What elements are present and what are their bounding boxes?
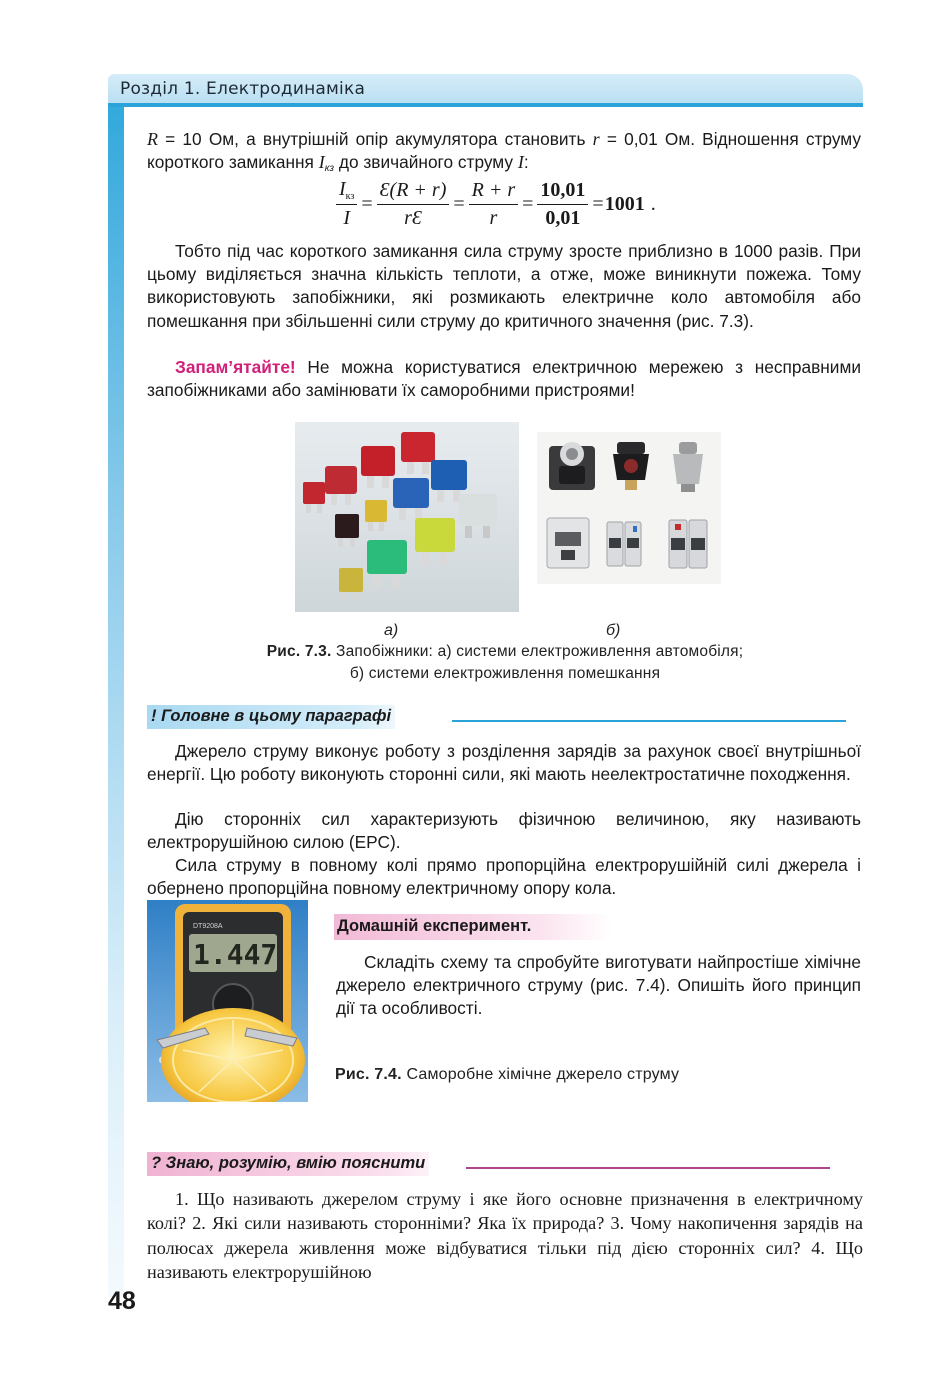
figure-label-b: б) xyxy=(606,622,621,639)
equals-1: = xyxy=(361,192,373,215)
lhs-den: I xyxy=(343,207,351,229)
figure-7-3-number: Рис. 7.3. xyxy=(266,643,332,660)
figure-7-3-caption-text: Запобіжники: а) системи електроживлення автомобіля; xyxy=(331,643,744,660)
lemon-battery-photo xyxy=(147,900,308,1102)
questions-heading-rule xyxy=(466,1167,830,1169)
paragraph-short-circuit: Тобто під час короткого замикання сила струму зросте приблизно в 1000 разів. При цьому виділяється значна кількість теплоти, а отже, може виникнути пожежа. Тому використовують запобіжники, які розмикають електричне коло автомобіля або помешкання при збільшенні сили струму до критичного значення (рис. 7.3). xyxy=(147,241,861,331)
figure-7-4-caption-text: Саморобне хімічне джерело струму xyxy=(401,1066,680,1083)
figure-label-a: а) xyxy=(384,622,399,639)
lemon-battery-image xyxy=(147,900,308,1102)
summary-paragraph-3: Сила струму в повному колі прямо пропорційна електрорушійній силі джерела і обернено пропорційна повному електричному опору кола. xyxy=(147,855,861,899)
f3-den: r xyxy=(489,206,498,229)
questions-text: 1. Що називають джерелом струму і яке його основне призначення в електричному колі? 2. Які сили називають сторонніми? Яка їх природа? 3. Чому накопичення зарядів на полюсах джерела живлення може відбуватися тільки під дією сторонніх сил? 4. Що називають електрорушійною xyxy=(147,1189,863,1282)
f4-num: 10,01 xyxy=(537,179,588,205)
equals-2: = xyxy=(453,192,465,215)
remember-text: Не можна користуватися електричною мережею з несправними запобіжниками або замінювати їх саморобними пристроями! xyxy=(147,357,861,401)
formula-period: . xyxy=(650,192,656,215)
screw-fuse-holder xyxy=(549,442,595,490)
f2-num: Ɛ(R + r) xyxy=(377,179,450,205)
summary-heading: ! Головне в цьому параграфі xyxy=(147,705,395,729)
equals-4: = xyxy=(592,192,604,215)
var-I: I xyxy=(318,152,325,173)
remember-label: Запам’ятайте! xyxy=(175,357,296,377)
home-fuses-image xyxy=(537,432,721,584)
page-number: 48 xyxy=(108,1287,136,1315)
fraction-4 xyxy=(537,179,588,230)
var-R: R xyxy=(147,129,158,149)
questions-heading: ? Знаю, розумію, вмію пояснити xyxy=(147,1152,429,1176)
f4-den: 0,01 xyxy=(545,206,581,229)
figure-7-4-caption xyxy=(335,1066,679,1084)
experiment-text: Складіть схему та спробуйте виготувати найпростіше хімічне джерело електричного струму (рис. 7.4). Опишіть його принцип дії та особливості. xyxy=(336,952,861,1019)
intro-text-4: : xyxy=(523,152,529,173)
lhs-sub: кз xyxy=(345,191,355,202)
intro-text-3: до звичайного струму xyxy=(334,152,518,173)
fraction-3 xyxy=(469,179,519,230)
var-I2: I xyxy=(517,152,524,173)
figure-7-3-caption-line1 xyxy=(150,643,860,661)
meter-display-reading: 1.447 xyxy=(193,938,278,971)
f3-num: R + r xyxy=(469,179,519,205)
intro-text-1: = 10 Ом, а внутрішній опір акумулятора становить xyxy=(158,129,593,149)
lhs-num: I xyxy=(339,178,346,200)
figure-7-3-caption-line2: б) системи електроживлення помешкання xyxy=(349,665,661,682)
f2-den: rƐ xyxy=(404,206,422,229)
summary-heading-rule xyxy=(452,720,846,722)
equals-3: = xyxy=(522,192,534,215)
intro-text-2: = 0,01 Ом. Відношення струму короткого замикання xyxy=(147,129,862,173)
home-fuses-photo xyxy=(537,432,721,584)
intro-paragraph xyxy=(147,128,861,180)
formula-result: 1001 xyxy=(604,192,645,215)
chapter-header xyxy=(108,74,863,104)
circuit-breakers xyxy=(547,518,707,568)
summary-paragraph-1: Джерело струму виконує роботу з розділення зарядів за рахунок своєї внутрішньої енергії. Цю роботу виконують сторонні сили, які мають неелектростатичне походження. xyxy=(147,741,861,785)
short-circuit-formula xyxy=(333,176,656,232)
chapter-title: Розділ 1. Електродинаміка xyxy=(120,79,366,99)
var-r: r xyxy=(592,129,600,149)
experiment-heading: Домашній експеримент. xyxy=(334,914,612,940)
car-fuses-image xyxy=(295,422,519,612)
header-rule xyxy=(108,103,863,107)
fraction-lhs xyxy=(336,178,357,230)
meter-model-label: DT9208A xyxy=(193,923,223,930)
figure-7-4-number: Рис. 7.4. xyxy=(335,1066,402,1083)
side-band xyxy=(108,107,124,1297)
fraction-2 xyxy=(377,179,450,230)
remember-paragraph xyxy=(147,356,861,402)
summary-paragraph-2: Дію сторонніх сил характеризують фізичною величиною, яку називають електрорушійною силою (ЕРС). xyxy=(147,809,861,853)
car-fuses-photo xyxy=(295,422,519,612)
var-I-sub: кз xyxy=(324,163,335,175)
